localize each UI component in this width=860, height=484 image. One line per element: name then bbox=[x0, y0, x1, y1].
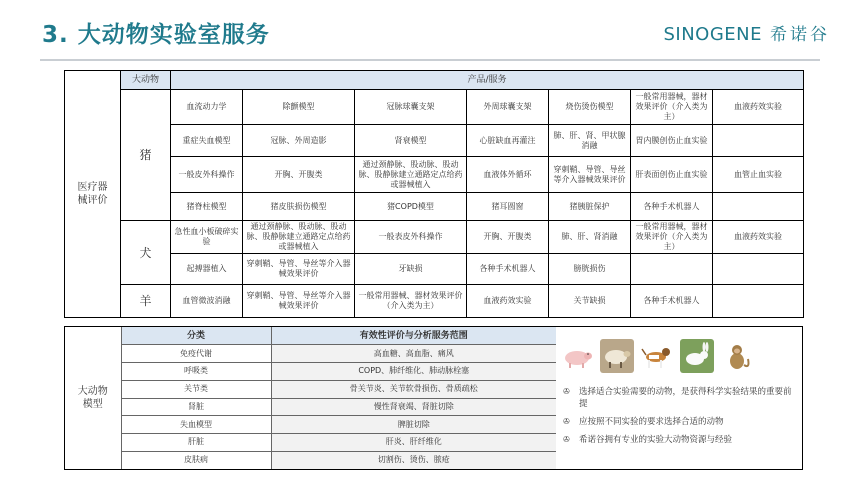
table-cell: 重症失血模型 bbox=[171, 125, 243, 157]
animal-dog: 犬 bbox=[121, 221, 171, 285]
header-animal: 大动物 bbox=[121, 71, 171, 90]
table-cell: 关节缺损 bbox=[549, 285, 631, 318]
table-cell: 血流动力学 bbox=[171, 90, 243, 125]
monkey-photo-icon bbox=[720, 339, 754, 373]
animal-model-table bbox=[65, 327, 556, 469]
table-cell: 通过颈静脉、股动脉、股动脉、股静脉建立通路定点给药或器械植入 bbox=[355, 157, 467, 193]
model-type: 免疫代谢 bbox=[121, 345, 271, 363]
table-cell: 血液药效实验 bbox=[713, 90, 804, 125]
table-cell: 猪皮肤损伤模型 bbox=[243, 193, 355, 221]
table-cell bbox=[713, 125, 804, 157]
table-cell: 血管微波消融 bbox=[171, 285, 243, 318]
table-cell: 胃内膜创伤止血实验 bbox=[631, 125, 713, 157]
sheep-photo-icon bbox=[600, 339, 634, 373]
rabbit-photo-icon bbox=[680, 339, 714, 373]
table-cell bbox=[713, 193, 804, 221]
animal-photo-strip bbox=[560, 339, 760, 375]
table-cell: 猪COPD模型 bbox=[355, 193, 467, 221]
model-scope: COPD、肺纤维化、肺动脉栓塞 bbox=[271, 363, 556, 381]
table-cell: 一般表皮外科操作 bbox=[355, 221, 467, 254]
model-type: 肾脏 bbox=[121, 398, 271, 416]
title-divider bbox=[40, 59, 820, 61]
table-cell: 各种手术机器人 bbox=[467, 254, 549, 285]
table-cell: 开胸、开腹类 bbox=[467, 221, 549, 254]
logo-en: SINOGENE bbox=[663, 24, 762, 45]
table-cell: 一般常用器械，器材效果评价（介入类为主） bbox=[631, 221, 713, 254]
list-item: ✇ 应按照不同实验的要求选择合适的动物 bbox=[563, 417, 724, 427]
table-cell: 穿刺鞘、导管、导丝等介入器械效果评价 bbox=[243, 285, 355, 318]
category-device: 医疗器械评价 bbox=[65, 71, 121, 318]
table-cell: 各种手术机器人 bbox=[631, 193, 713, 221]
table-cell bbox=[713, 254, 804, 285]
model-type: 肝脏 bbox=[121, 434, 271, 452]
table-cell: 血液药效实验 bbox=[713, 221, 804, 254]
table-cell: 除颤模型 bbox=[243, 90, 355, 125]
page-title: 3. 大动物实验室服务 bbox=[42, 22, 270, 48]
header-products: 产品/服务 bbox=[171, 71, 804, 90]
table-cell: 肾衰模型 bbox=[355, 125, 467, 157]
table-cell: 血液体外循环 bbox=[467, 157, 549, 193]
table-cell: 通过颈静脉、股动脉、股动脉、股静脉建立通路定点给药或器械植入 bbox=[243, 221, 355, 254]
table-cell: 冠脉球囊支架 bbox=[355, 90, 467, 125]
pig-photo-icon bbox=[560, 339, 594, 373]
table-cell: 肺、肝、肾、甲状腺消融 bbox=[549, 125, 631, 157]
table-cell: 一般常用器械，器材效果评价（介入类为主） bbox=[631, 90, 713, 125]
header-scope: 有效性评价与分析服务范围 bbox=[271, 327, 556, 345]
company-logo bbox=[663, 20, 830, 45]
category-model: 大动物模型 bbox=[65, 327, 121, 469]
table-cell: 猪脊柱模型 bbox=[171, 193, 243, 221]
model-type: 失血模型 bbox=[121, 416, 271, 434]
animal-pig: 猪 bbox=[121, 90, 171, 221]
header-type: 分类 bbox=[121, 327, 271, 345]
table-cell: 心脏缺血再灌注 bbox=[467, 125, 549, 157]
table-cell: 膀胱损伤 bbox=[549, 254, 631, 285]
table-cell: 猪胰脏保护 bbox=[549, 193, 631, 221]
table-cell: 血管止血实验 bbox=[713, 157, 804, 193]
table-cell: 猪耳圆窗 bbox=[467, 193, 549, 221]
table-cell bbox=[713, 285, 804, 318]
bullet-icon: ✇ bbox=[563, 417, 570, 426]
model-scope: 高血糖、高血脂、痛风 bbox=[271, 345, 556, 363]
table-cell: 穿刺鞘、导管、导丝等介入器械效果评价 bbox=[549, 157, 631, 193]
table-cell: 一般常用器械、器材效果评价（介入类为主） bbox=[355, 285, 467, 318]
device-evaluation-table bbox=[64, 70, 804, 318]
model-scope: 肝炎、肝纤维化 bbox=[271, 434, 556, 452]
model-scope: 切割伤、烫伤、脓疮 bbox=[271, 451, 556, 469]
table-cell: 肺、肝、肾消融 bbox=[549, 221, 631, 254]
table-cell: 一般皮外科操作 bbox=[171, 157, 243, 193]
list-item: ✇ 选择适合实验需要的动物，是获得科学实验结果的重要前提 bbox=[563, 387, 792, 409]
table-cell: 起搏器植入 bbox=[171, 254, 243, 285]
table-cell: 冠脉、外周造影 bbox=[243, 125, 355, 157]
table-cell: 血液药效实验 bbox=[467, 285, 549, 318]
list-item: ✇ 希诺谷拥有专业的实验大动物资源与经验 bbox=[563, 435, 733, 445]
model-scope: 慢性肾衰竭、肾脏切除 bbox=[271, 398, 556, 416]
animal-sheep: 羊 bbox=[121, 285, 171, 318]
table-cell: 各种手术机器人 bbox=[631, 285, 713, 318]
logo-cn: 希诺谷 bbox=[770, 25, 830, 45]
table-cell: 外周球囊支架 bbox=[467, 90, 549, 125]
dog-photo-icon bbox=[640, 339, 674, 373]
bullet-icon: ✇ bbox=[563, 387, 570, 396]
table-cell: 肝表面创伤止血实验 bbox=[631, 157, 713, 193]
model-scope: 脾脏切除 bbox=[271, 416, 556, 434]
advantage-list bbox=[563, 386, 795, 452]
bullet-icon: ✇ bbox=[563, 435, 570, 444]
model-type: 关节类 bbox=[121, 380, 271, 398]
model-type: 呼吸类 bbox=[121, 363, 271, 381]
model-scope: 骨关节炎、关节软骨损伤、骨质疏松 bbox=[271, 380, 556, 398]
table-cell: 烧伤烫伤模型 bbox=[549, 90, 631, 125]
table-cell: 开胸、开腹类 bbox=[243, 157, 355, 193]
table-cell bbox=[631, 254, 713, 285]
animal-model-section bbox=[64, 326, 803, 470]
table-cell: 急性血小板破碎实验 bbox=[171, 221, 243, 254]
table-cell: 穿刺鞘、导管、导丝等介入器械效果评价 bbox=[243, 254, 355, 285]
model-type: 皮肤病 bbox=[121, 451, 271, 469]
table-cell: 牙缺损 bbox=[355, 254, 467, 285]
